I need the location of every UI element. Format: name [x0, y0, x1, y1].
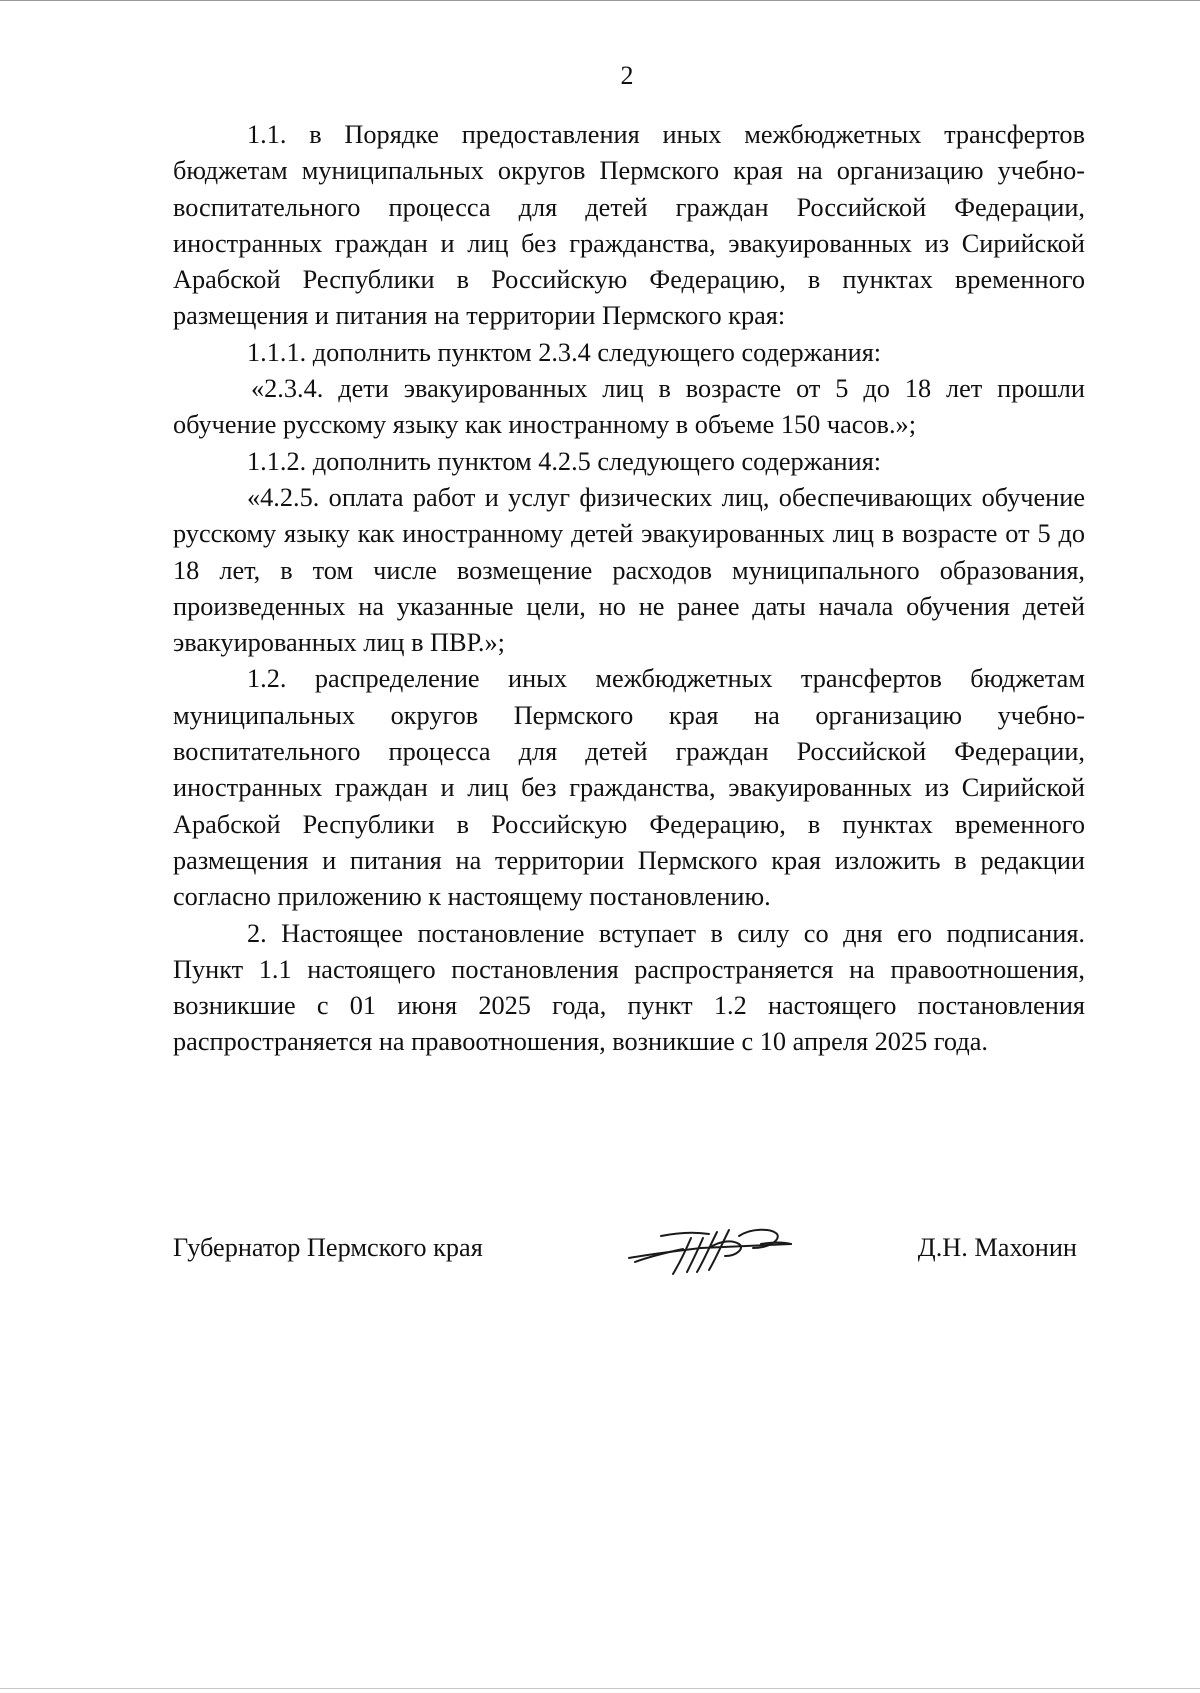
signatory-name: Д.Н. Махонин: [917, 1233, 1077, 1262]
handwritten-signature: [621, 1218, 801, 1278]
paragraph-1-1-2: 1.1.2. дополнить пунктом 4.2.5 следующего содержания:: [247, 446, 882, 476]
scan-edge-bottom: [0, 1688, 1200, 1689]
page-number: 2: [620, 61, 634, 90]
paragraph-2: 2. Настоящее постановление вступает в силу со дня его подписания. Пункт 1.1 настоящего постановления распространяется на правоотношения, возникшие с 01 июня 2025 года, пункт 1.2 настоящего постановления распространяется на правоотношения, возникшие с 10 апреля 2025 года.: [173, 918, 1085, 1057]
scan-edge-top: [0, 0, 1200, 1]
signature-block: [173, 1230, 1085, 1280]
signatory-position: Губернатор Пермского края: [173, 1233, 483, 1262]
paragraph-1-1-1: 1.1.1. дополнить пунктом 2.3.4 следующего содержания:: [247, 337, 882, 367]
paragraph-2-3-4-quote: «2.3.4. дети эвакуированных лиц в возрасте от 5 до 18 лет прошли обучение русскому языку как иностранному в объеме 150 часов.»;: [173, 374, 1085, 440]
paragraph-1-2: 1.2. распределение иных межбюджетных трансфертов бюджетам муниципальных округов Пермского края на организацию учебно-воспитательного процесса для детей граждан Российской Федерации, иностранных граждан и лиц без гражданства, эвакуированных из Сирийской Арабской Республики в Российскую Федерацию, в пунктах временного размещения и питания на территории Пермского края изложить в редакции согласно приложению к настоящему постановлению.: [173, 664, 1085, 912]
paragraph-4-2-5-quote: «4.2.5. оплата работ и услуг физических лиц, обеспечивающих обучение русскому языку как иностранному детей эвакуированных лиц в возрасте от 5 до 18 лет, в том числе возмещение расходов муниципального образования, произведенных на указанные цели, но не ранее даты начала обучения детей эвакуированных лиц в ПВР.»;: [173, 482, 1085, 658]
document-body: [173, 117, 1085, 1061]
paragraph-1-1: 1.1. в Порядке предоставления иных межбюджетных трансфертов бюджетам муниципальных округов Пермского края на организацию учебно-воспитательного процесса для детей граждан Российской Федерации, иностранных граждан и лиц без гражданства, эвакуированных из Сирийской Арабской Республики в Российскую Федерацию, в пунктах временного размещения и питания на территории Пермского края:: [173, 120, 1085, 331]
